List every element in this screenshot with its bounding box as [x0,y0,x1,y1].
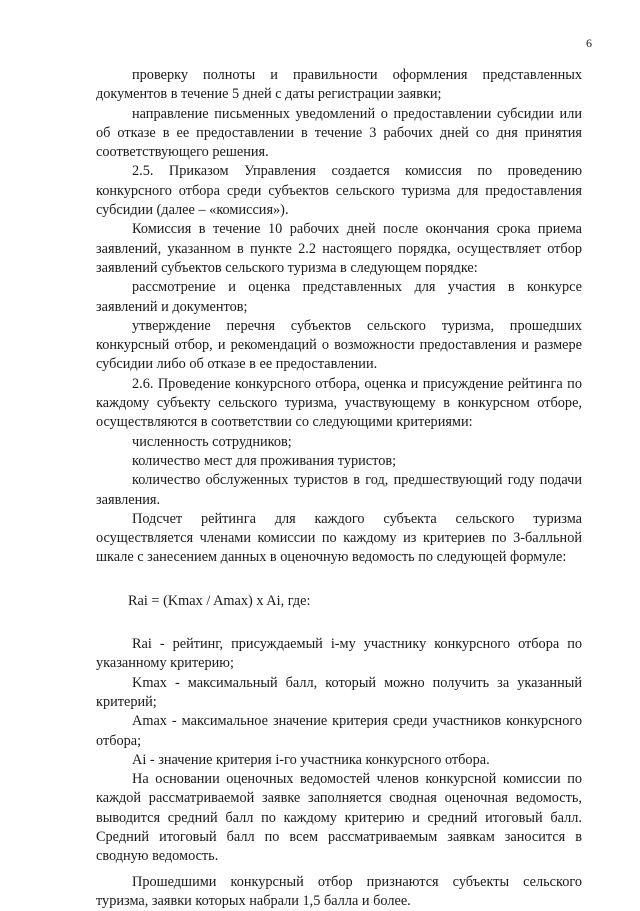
page-number: 6 [586,36,592,50]
paragraph: 2.5. Приказом Управления создается комиссия по проведению конкурсного отбора среди субъектов сельского туризма для предоставления субсидии (далее – «комиссия»). [96,163,582,219]
definition-amax: Amax - максимальное значение критерия среди участников конкурсного отбора; [96,713,582,749]
paragraph: Подсчет рейтинга для каждого субъекта сельского туризма осуществляется членами комиссии по каждому из критериев по 3-балльной шкале с занесением данных в оценочную ведомость по следующей формуле: [96,510,582,566]
definition-rai: Rai - рейтинг, присуждаемый i-му участнику конкурсного отбора по указанному критерию; [96,636,582,672]
paragraph: Комиссия в течение 10 рабочих дней после окончания срока приема заявлений, указанном в пункте 2.2 настоящего порядка, осуществляет отбор заявлений субъектов сельского туризма в следующем порядке: [96,221,582,276]
paragraph: 2.6. Проведение конкурсного отбора, оценка и присуждение рейтинга по каждому субъекту сельского туризма, участвующему в конкурсном отборе, осуществляются в соответствии со следующими критериями: [96,375,582,431]
criterion-item: численность сотрудников; [132,433,292,450]
criterion-item: количество обслуженных туристов в год, предшествующий году подачи заявления. [96,472,582,508]
criterion-item: количество мест для проживания туристов; [132,452,397,469]
rating-formula: Rai = (Kmax / Amax) x Ai, где: [128,592,311,609]
paragraph: На основании оценочных ведомостей членов конкурсной комиссии по каждой рассматриваемой заявке заполняется сводная оценочная ведомость, выводится средний балл по каждому критерию и средний итоговый балл. Средний итоговый балл по всем рассматриваемым заявкам заносится в сводную ведомость. [96,771,582,865]
definition-kmax: Kmax - максимальный балл, который можно получить за указанный критерий; [96,674,582,710]
document-body [96,66,582,911]
paragraph: утверждение перечня субъектов сельского туризма, прошедших конкурсный отбор, и рекомендаций о возможности предоставления и размере субсидии либо об отказе в ее предоставлении. [96,317,582,373]
paragraph: направление письменных уведомлений о предоставлении субсидии или об отказе в ее предоставлении в течение 3 рабочих дней со дня принятия соответствующего решения. [96,105,582,161]
closing-paragraph: Прошедшими конкурсный отбор признаются субъекты сельского туризма, заявки которых набрали 1,5 балла и более. [96,873,582,909]
paragraph: рассмотрение и оценка представленных для участия в конкурсе заявлений и документов; [96,279,582,315]
paragraph: проверку полноты и правильности оформления представленных документов в течение 5 дней с даты регистрации заявки; [96,67,582,103]
definition-ai: Ai - значение критерия i-го участника конкурсного отбора. [132,751,490,768]
